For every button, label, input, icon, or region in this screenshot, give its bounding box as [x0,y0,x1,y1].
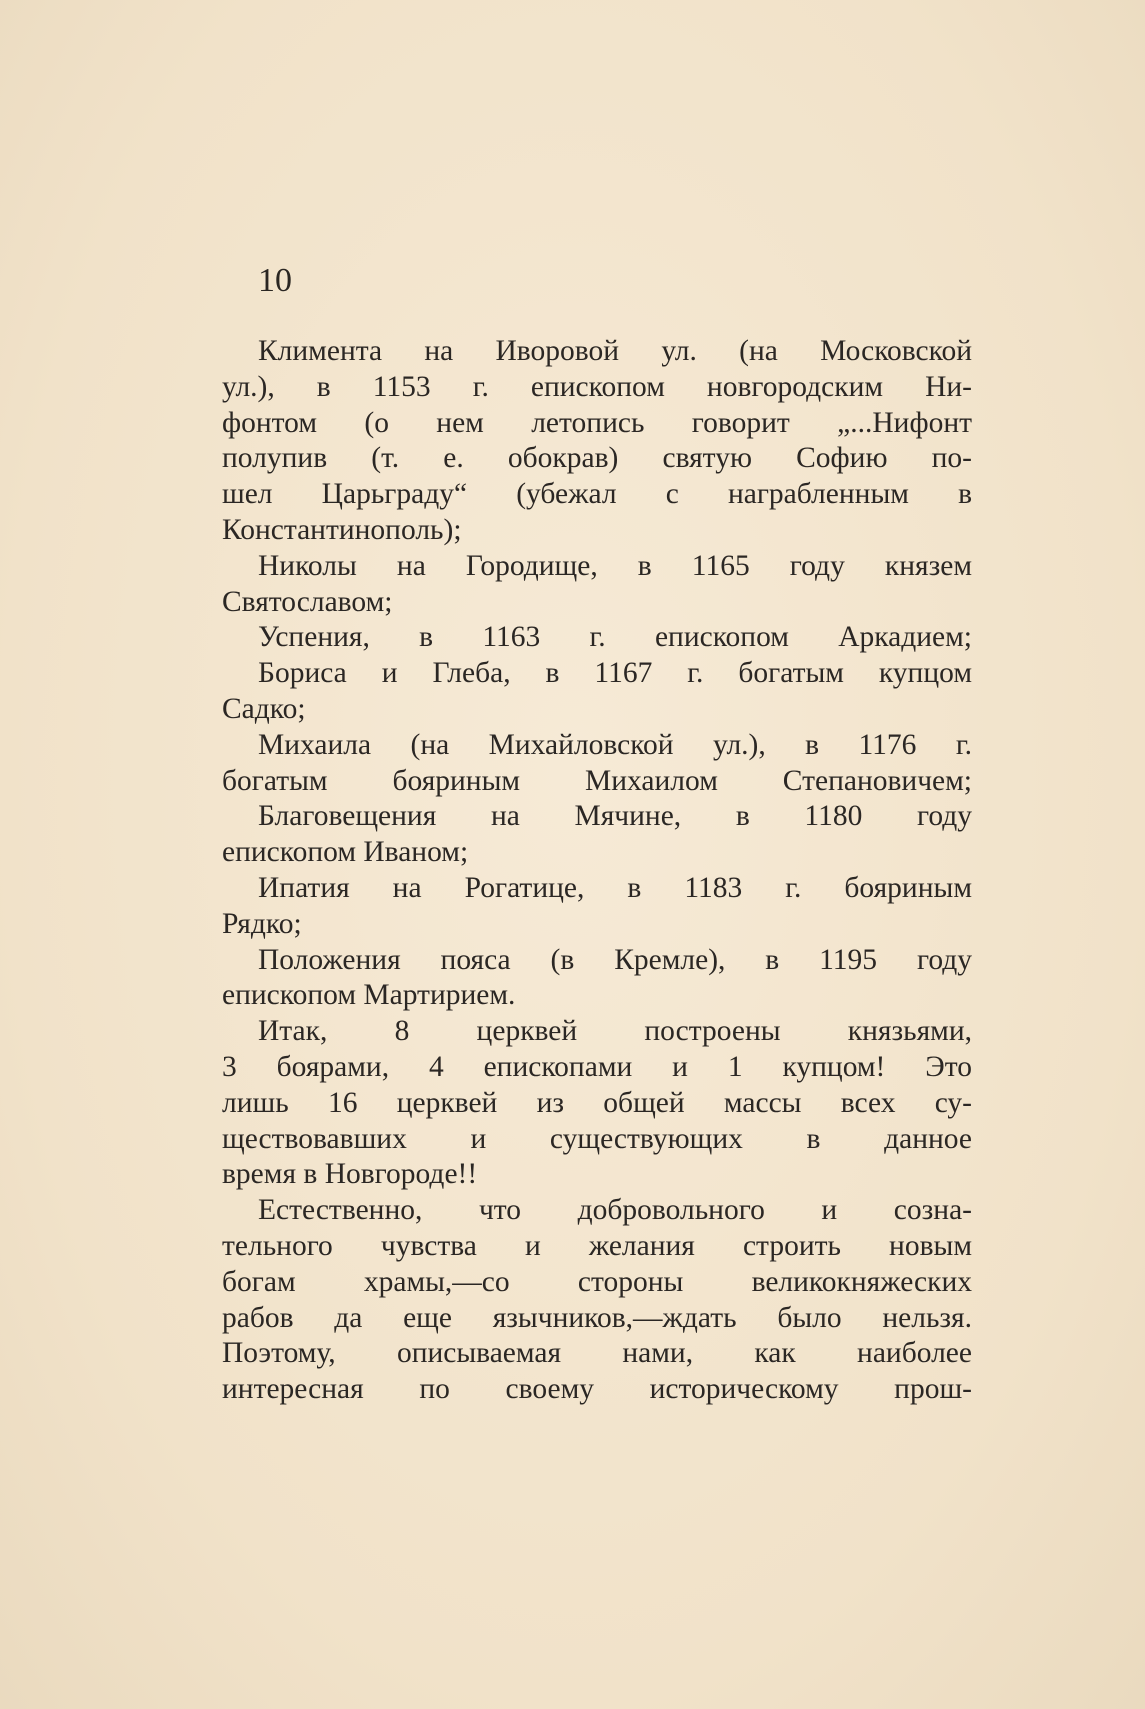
text-line: тельного чувства и желания строить новым [222,1229,972,1262]
text-line: Святославом; [222,585,393,618]
text-line: епископом Иваном; [222,836,469,869]
text-line: фонтом (о нем летопись говорит „...Нифонт [222,406,972,439]
text-line: Николы на Городище, в 1165 году князем [258,549,972,582]
text-line: Положения пояса (в Кремле), в 1195 году [258,943,972,976]
text-line: ул.), в 1153 г. епископом новгородским Ни- [222,370,972,403]
text-line: Естественно, что добровольного и созна- [258,1194,972,1227]
text-line: время в Новгороде!! [222,1158,478,1191]
text-line: Поэтому, описываемая нами, как наиболее [222,1337,972,1370]
text-line: Итак, 8 церквей построены князьями, [258,1015,972,1048]
text-line: ществовавших и существующих в данное [222,1122,972,1155]
text-line: богам храмы,—со стороны великокняжеских [222,1265,972,1298]
body-text [222,334,972,1408]
text-line: рабов да еще язычников,—ждать было нельзя. [222,1301,972,1334]
text-line: лишь 16 церквей из общей массы всех су- [222,1086,972,1119]
text-line: Климента на Иворовой ул. (на Московской [258,335,972,367]
text-line: Рядко; [222,907,302,940]
text-line: епископом Мартирием. [222,979,516,1012]
text-line: Благовещения на Мячине, в 1180 году [258,800,972,833]
text-line: 3 боярами, 4 епископами и 1 купцом! Это [222,1050,972,1083]
text-line: интересная по своему историческому прош- [222,1373,972,1406]
text-line: Бориса и Глеба, в 1167 г. богатым купцом [258,657,972,690]
text-line: Садко; [222,692,306,725]
text-line: Михаила (на Михайловской ул.), в 1176 г. [258,728,972,761]
text-line: Константинополь); [222,513,462,546]
text-line: полупив (т. е. обокрав) святую Софию по- [222,442,972,475]
text-line: шел Царьграду“ (убежал с награбленным в [222,478,972,511]
page-number: 10 [258,262,292,299]
text-line: богатым бояриным Михаилом Степановичем; [222,764,972,797]
text-line: Ипатия на Рогатице, в 1183 г. бояриным [258,871,972,904]
text-line: Успения, в 1163 г. епископом Аркадием; [258,621,972,654]
